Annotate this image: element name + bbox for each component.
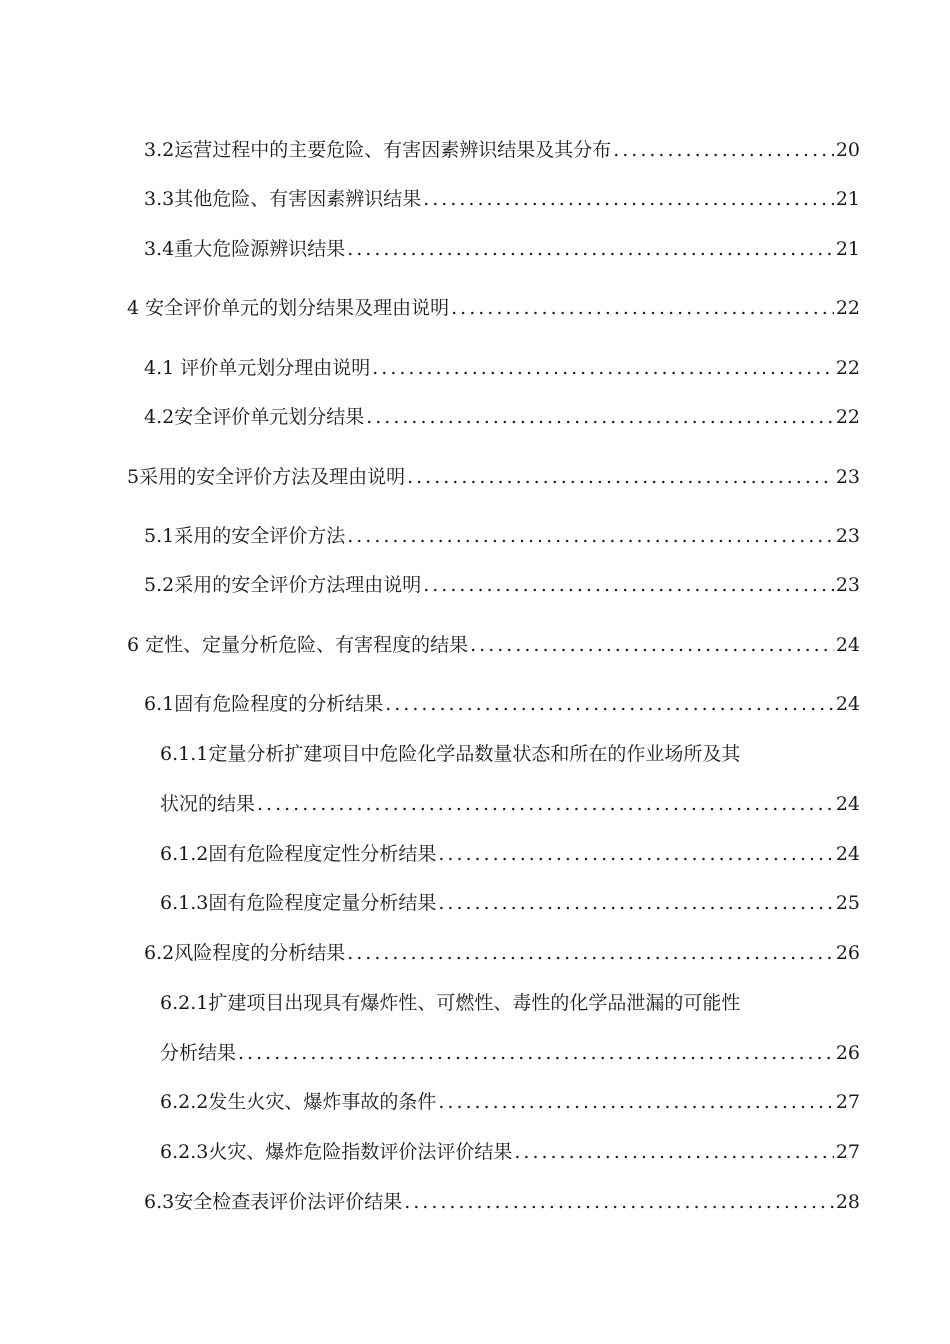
- toc-page-number: 20: [835, 139, 860, 161]
- toc-entry-label: 6.3安全检查表评价法评价结果: [144, 1191, 403, 1213]
- toc-leader-dots: [404, 1190, 834, 1214]
- toc-entry-6-1[interactable]: [144, 692, 860, 716]
- toc-entry-label: 6.2.2发生火灾、爆炸事故的条件: [160, 1091, 437, 1113]
- toc-leader-dots: [347, 941, 834, 965]
- toc-entry-6-1-1-line1[interactable]: [160, 742, 740, 766]
- toc-entry-4-2[interactable]: [144, 405, 860, 429]
- toc-page-number: 24: [835, 843, 860, 865]
- toc-entry-6-2-1-line1[interactable]: [160, 991, 740, 1015]
- toc-page-number: 23: [835, 525, 860, 547]
- toc-entry-3-2[interactable]: [144, 138, 860, 162]
- toc-entry-5-2[interactable]: [144, 573, 860, 597]
- toc-leader-dots: [423, 573, 834, 597]
- toc-leader-dots: [438, 891, 833, 915]
- toc-page-number: 21: [835, 238, 860, 260]
- toc-leader-dots: [347, 237, 834, 261]
- toc-leader-dots: [385, 692, 834, 716]
- toc-page-number: 23: [835, 574, 860, 596]
- toc-leader-dots: [423, 187, 834, 211]
- toc-entry-label: 6.1.2固有危险程度定性分析结果: [160, 843, 437, 865]
- toc-leader-dots: [347, 524, 834, 548]
- toc-page-number: 26: [835, 942, 860, 964]
- toc-entry-label: 6 定性、定量分析危险、有害程度的结果: [127, 634, 469, 656]
- toc-entry-label: 状况的结果: [160, 793, 256, 815]
- toc-entry-label: 5采用的安全评价方法及理由说明: [127, 466, 406, 488]
- toc-entry-label: 4.2安全评价单元划分结果: [144, 406, 365, 428]
- toc-entry-6-1-1[interactable]: [160, 792, 860, 816]
- toc-entry-6-2-1[interactable]: [160, 1041, 860, 1065]
- toc-page-number: 21: [835, 188, 860, 210]
- toc-page-number: 28: [835, 1191, 860, 1213]
- toc-leader-dots: [366, 405, 834, 429]
- toc-entry-label: 6.2风险程度的分析结果: [144, 942, 346, 964]
- toc-entry-label: 6.2.3火灾、爆炸危险指数评价法评价结果: [160, 1141, 513, 1163]
- toc-entry-6-2[interactable]: [144, 941, 860, 965]
- toc-leader-dots: [407, 465, 834, 489]
- toc-entry-label: 3.2运营过程中的主要危险、有害因素辨识结果及其分布: [144, 139, 612, 161]
- toc-page-number: 24: [835, 693, 860, 715]
- toc-leader-dots: [438, 1090, 833, 1114]
- toc-leader-dots: [470, 633, 834, 657]
- toc-entry-6-3[interactable]: [144, 1190, 860, 1214]
- toc-entry-6-2-2[interactable]: [160, 1090, 860, 1114]
- toc-entry-3-3[interactable]: [144, 187, 860, 211]
- toc-entry-label: 6.1固有危险程度的分析结果: [144, 693, 384, 715]
- toc-leader-dots: [613, 138, 834, 162]
- toc-leader-dots: [372, 356, 834, 380]
- toc-entry-label: 3.4重大危险源辨识结果: [144, 238, 346, 260]
- toc-page-number: 27: [835, 1091, 860, 1113]
- toc-entry-label: 3.3其他危险、有害因素辨识结果: [144, 188, 422, 210]
- toc-leader-dots: [238, 1041, 834, 1065]
- toc-page-number: 25: [835, 892, 860, 914]
- toc-leader-dots: [514, 1140, 833, 1164]
- toc-entry-label: 6.1.1定量分析扩建项目中危险化学品数量状态和所在的作业场所及其: [160, 743, 741, 765]
- toc-entry-4[interactable]: [127, 296, 860, 320]
- toc-entry-label: 分析结果: [160, 1042, 237, 1064]
- toc-page-number: 27: [835, 1141, 860, 1163]
- toc-entry-label: 5.2采用的安全评价方法理由说明: [144, 574, 422, 596]
- toc-entry-label: 5.1采用的安全评价方法: [144, 525, 346, 547]
- toc-page-number: 26: [835, 1042, 860, 1064]
- toc-page-number: 24: [835, 634, 860, 656]
- toc-leader-dots: [438, 842, 833, 866]
- toc-leader-dots: [257, 792, 834, 816]
- toc-leader-dots: [451, 296, 834, 320]
- toc-entry-5[interactable]: [127, 465, 860, 489]
- toc-page-number: 22: [835, 297, 860, 319]
- toc-entry-5-1[interactable]: [144, 524, 860, 548]
- toc-entry-label: 4 安全评价单元的划分结果及理由说明: [127, 297, 450, 319]
- toc-page-number: 23: [835, 466, 860, 488]
- toc-entry-6-2-3[interactable]: [160, 1140, 860, 1164]
- toc-page-number: 22: [835, 406, 860, 428]
- toc-entry-label: 6.1.3固有危险程度定量分析结果: [160, 892, 437, 914]
- toc-entry-6-1-3[interactable]: [160, 891, 860, 915]
- toc-entry-3-4[interactable]: [144, 237, 860, 261]
- toc-entry-6[interactable]: [127, 633, 860, 657]
- toc-entry-label: 4.1 评价单元划分理由说明: [144, 357, 371, 379]
- toc-page-number: 24: [835, 793, 860, 815]
- toc-entry-4-1[interactable]: [144, 356, 860, 380]
- toc-entry-label: 6.2.1扩建项目出现具有爆炸性、可燃性、毒性的化学品泄漏的可能性: [160, 992, 741, 1014]
- toc-entry-6-1-2[interactable]: [160, 842, 860, 866]
- toc-page-number: 22: [835, 357, 860, 379]
